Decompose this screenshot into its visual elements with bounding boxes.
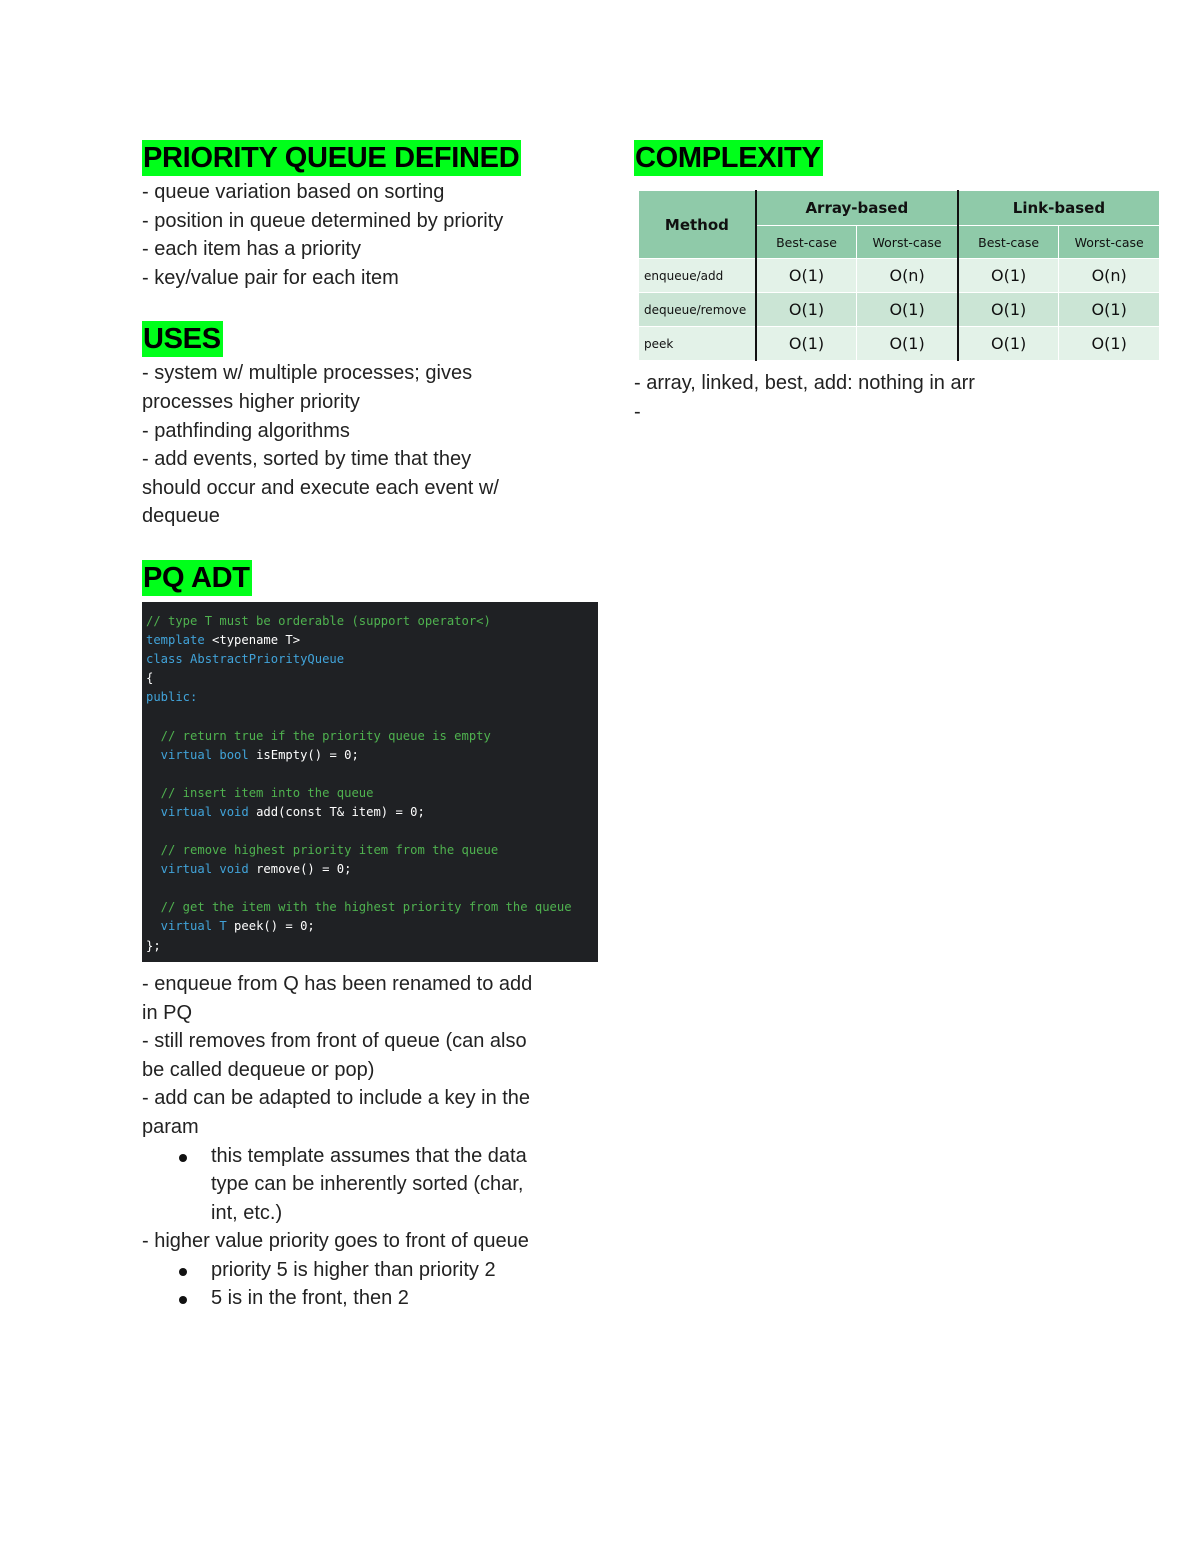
list-item: priority 5 is higher than priority 2 [142, 1256, 572, 1285]
heading-uses: USES [143, 323, 221, 356]
complexity-table [638, 190, 1160, 361]
text-line: - key/value pair for each item [142, 266, 399, 289]
table-cell: O(1) [857, 327, 958, 361]
row-label: peek [639, 327, 756, 361]
table-cell: O(n) [1059, 259, 1160, 293]
text-line: dequeue [142, 505, 220, 528]
row-label: dequeue/remove [639, 293, 756, 327]
section-priority-queue-defined [142, 140, 572, 292]
code-line: virtual T peek() = 0; [146, 919, 315, 934]
code-line: // return true if the priority queue is empty [146, 728, 491, 743]
right-column [634, 140, 1160, 426]
text-line: param [142, 1115, 199, 1138]
left-column [142, 140, 572, 1313]
text-line: - system w/ multiple processes; gives [142, 362, 473, 385]
heading-priority-queue-defined: PRIORITY QUEUE DEFINED [143, 142, 520, 174]
list-item-continued: int, etc.) [211, 1201, 283, 1224]
table-subheader-best: Best-case [756, 226, 857, 259]
code-line: // get the item with the highest priority from the queue [146, 900, 572, 915]
table-subheader-worst: Worst-case [1059, 226, 1160, 259]
table-cell: O(1) [958, 259, 1059, 293]
text-line: - enqueue from Q has been renamed to add [142, 972, 533, 995]
list-item: 5 is in the front, then 2 [142, 1284, 572, 1313]
heading-pq-adt: PQ ADT [143, 561, 250, 594]
table-row [639, 327, 1160, 361]
code-line: // type T must be orderable (support operator<) [146, 613, 491, 628]
code-line: template <typename T> [146, 633, 301, 648]
text-line: - position in queue determined by priority [142, 209, 504, 232]
table-cell: O(1) [958, 327, 1059, 361]
text-line: - [634, 400, 641, 423]
bullet-dot-icon [179, 1268, 187, 1276]
code-line: virtual void add(const T& item) = 0; [146, 804, 425, 819]
table-cell: O(1) [1059, 327, 1160, 361]
table-header-method: Method [639, 191, 756, 259]
code-line: public: [146, 690, 198, 705]
text-line: - pathfinding algorithms [142, 419, 350, 442]
code-line: { [146, 671, 154, 686]
code-line: }; [146, 938, 161, 953]
table-cell: O(1) [756, 293, 857, 327]
heading-complexity: COMPLEXITY [635, 142, 821, 174]
section-uses [142, 321, 572, 531]
text-line: - add events, sorted by time that they [142, 448, 472, 471]
text-line: - still removes from front of queue (can also [142, 1030, 527, 1053]
table-cell: O(1) [958, 293, 1059, 327]
table-cell: O(n) [857, 259, 958, 293]
code-line: virtual void remove() = 0; [146, 862, 352, 877]
code-screenshot [142, 602, 598, 962]
list-item-continued: type can be inherently sorted (char, [211, 1173, 524, 1196]
code-line: class AbstractPriorityQueue [146, 652, 345, 667]
table-cell: O(1) [1059, 293, 1160, 327]
text-line: - queue variation based on sorting [142, 181, 445, 203]
table-subheader-best: Best-case [958, 226, 1059, 259]
table-cell: O(1) [756, 327, 857, 361]
list-item: this template assumes that the data [142, 1142, 572, 1171]
code-line: // remove highest priority item from the queue [146, 843, 499, 858]
bullet-dot-icon [179, 1296, 187, 1304]
section-pq-adt [142, 560, 572, 1313]
bullet-dot-icon [179, 1154, 187, 1162]
text-line: should occur and execute each event w/ [142, 476, 499, 499]
code-line: virtual bool isEmpty() = 0; [146, 747, 359, 762]
text-line: - add can be adapted to include a key in the [142, 1087, 531, 1110]
text-line: - array, linked, best, add: nothing in arr [634, 372, 975, 394]
code-line: // insert item into the queue [146, 785, 374, 800]
table-row [639, 259, 1160, 293]
table-header-link-based: Link-based [958, 191, 1160, 226]
table-subheader-worst: Worst-case [857, 226, 958, 259]
row-label: enqueue/add [639, 259, 756, 293]
table-cell: O(1) [857, 293, 958, 327]
table-cell: O(1) [756, 259, 857, 293]
text-line: - each item has a priority [142, 238, 361, 261]
text-line: be called dequeue or pop) [142, 1058, 375, 1081]
bullet-list [142, 1256, 572, 1313]
text-line: in PQ [142, 1001, 193, 1024]
text-line: - higher value priority goes to front of queue [142, 1230, 529, 1253]
table-header-array-based: Array-based [756, 191, 958, 226]
table-row [639, 293, 1160, 327]
bullet-list [142, 1142, 572, 1228]
text-line: processes higher priority [142, 390, 360, 413]
